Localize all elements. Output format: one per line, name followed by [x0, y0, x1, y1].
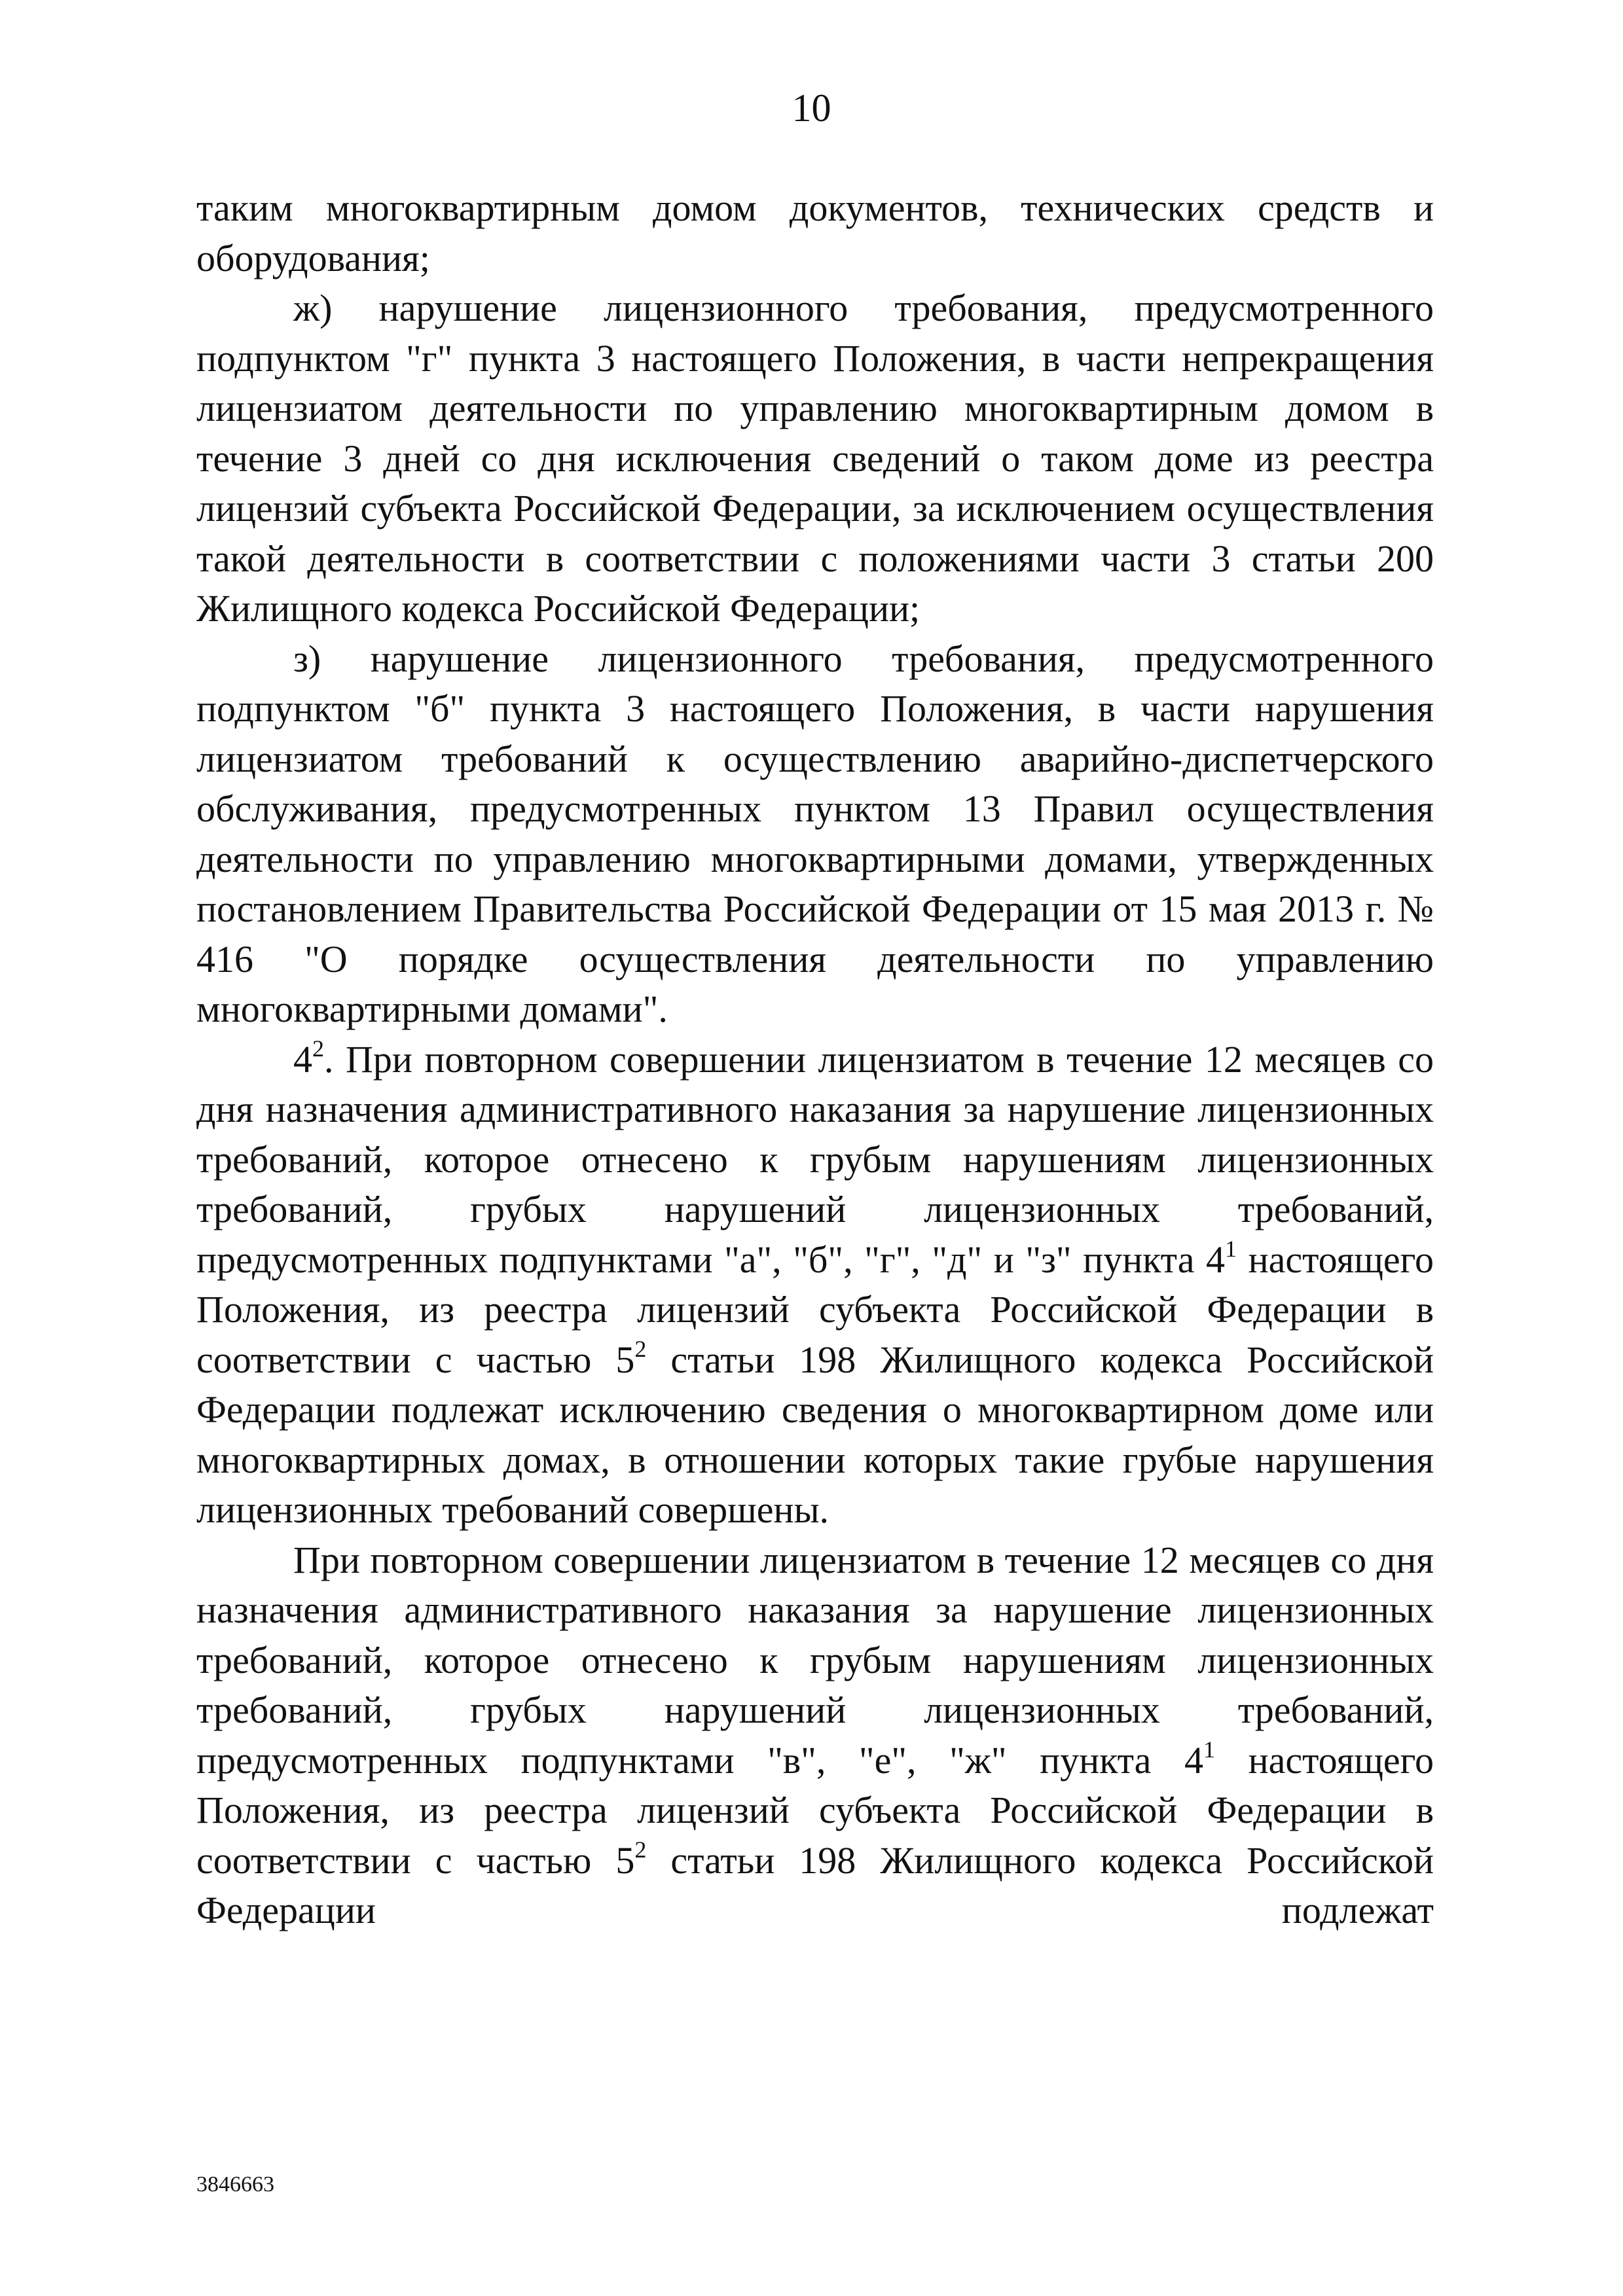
- paragraph-repeat-violation: [196, 1535, 1434, 1936]
- document-body: [196, 183, 1434, 1936]
- point-number-superscript: 2: [312, 1035, 324, 1062]
- superscript: 2: [634, 1836, 647, 1863]
- paragraph-item-zh: ж) нарушение лицензионного требования, предусмотренного подпунктом "г" пункта 3 настоящего Положения, в части непрекращения лицензиатом деятельности по управлению многоквартирным домом в течение 3 дней со дня исключения сведений о таком доме из реестра лицензий субъекта Российской Федерации, за исключением осуществления такой деятельности в соответствии с положениями части 3 статьи 200 Жилищного кодекса Российской Федерации;: [196, 287, 1434, 630]
- paragraph-text-part: статьи 198 Жилищного кодекса Российской Федерации подлежат: [196, 1839, 1434, 1931]
- point-number: 4: [293, 1037, 312, 1081]
- paragraph-text-part: настоящего Положения, из реестра лицензий субъекта Российской Федерации в соответствии с частью 5: [196, 1238, 1434, 1381]
- paragraph-text-part: статьи 198 Жилищного кодекса Российской Федерации подлежат исключению сведения о многоквартирном доме или многоквартирных домах, в отношении которых такие грубые нарушения лицензионных требований совершены.: [196, 1338, 1434, 1531]
- paragraph-text-part: настоящего Положения, из реестра лицензий субъекта Российской Федерации в соответствии с частью 5: [196, 1738, 1434, 1882]
- document-code: 3846663: [196, 2172, 274, 2197]
- superscript: 1: [1203, 1736, 1215, 1763]
- paragraph-item-z: з) нарушение лицензионного требования, предусмотренного подпунктом "б" пункта 3 настоящего Положения, в части нарушения лицензиатом требований к осуществлению аварийно-диспетчерского обслуживания, предусмотренных пунктом 13 Правил осуществления деятельности по управлению многоквартирными домами, утвержденных постановлением Правительства Российской Федерации от 15 мая 2013 г. № 416 "О порядке осуществления деятельности по управлению многоквартирными домами".: [196, 637, 1434, 1030]
- page-number: 10: [792, 86, 831, 130]
- superscript: 2: [634, 1335, 647, 1362]
- paragraph-continuation: таким многоквартирным домом документов, технических средств и оборудования;: [196, 187, 1434, 279]
- paragraph-point-4-2: [196, 1035, 1434, 1535]
- paragraph-text-part: . При повторном совершении лицензиатом в течение 12 месяцев со дня назначения административного наказания за нарушение лицензионных требований, которое отнесено к грубым нарушениям лицензионных требований, грубых нарушений лицензионных требований, предусмотренных подпунктами "а", "б", "г", "д" и "з" пункта 4: [196, 1037, 1434, 1281]
- superscript: 1: [1225, 1235, 1237, 1262]
- paragraph-text-part: При повторном совершении лицензиатом в течение 12 месяцев со дня назначения административного наказания за нарушение лицензионных требований, которое отнесено к грубым нарушениям лицензионных требований, грубых нарушений лицензионных требований, предусмотренных подпунктами "в", "е", "ж" пункта 4: [196, 1538, 1434, 1782]
